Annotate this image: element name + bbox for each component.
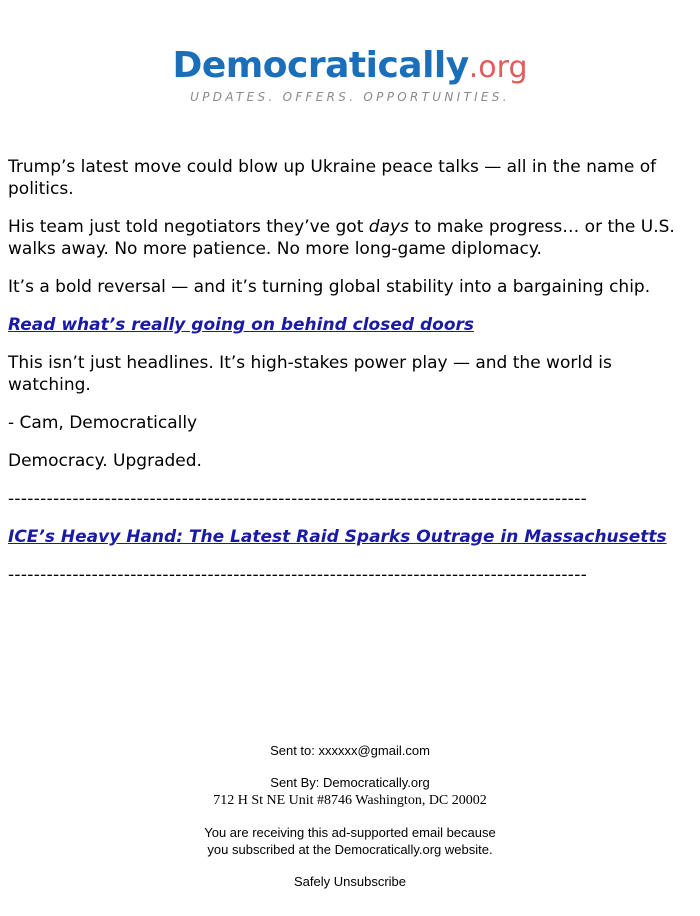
paragraph-link (8, 314, 692, 336)
divider-top: ------------------------------------------------------------------------------------------ (8, 489, 588, 509)
divider-bottom: ------------------------------------------------------------------------------------------ (8, 565, 588, 585)
sender-block (0, 774, 700, 809)
sent-to: Sent to: xxxxxx@gmail.com (270, 743, 430, 758)
mailing-address: 712 H St NE Unit #8746 Washington, DC 20002 (213, 793, 487, 808)
slogan: Democracy. Upgraded. (8, 451, 202, 471)
signature: - Cam, Democratically (8, 413, 198, 433)
brand-logo[interactable] (172, 45, 528, 86)
ice-article-link[interactable]: ICE’s Heavy Hand: The Latest Raid Sparks Outrage in Massachusetts (8, 527, 667, 547)
subscription-notice (0, 824, 700, 858)
email-header (0, 0, 700, 112)
paragraph-reversal: It’s a bold reversal — and it’s turning global stability into a bargaining chip. (8, 277, 651, 297)
brand-tagline: UPDATES. OFFERS. OPPORTUNITIES. (190, 90, 510, 104)
paragraph-intro: Trump’s latest move could blow up Ukraine peace talks — all in the name of politics. (8, 157, 657, 199)
paragraph-headlines: This isn’t just headlines. It’s high-stakes power play — and the world is watching. (8, 353, 612, 395)
logo-tld: .org (468, 50, 528, 85)
notice-line-2: you subscribed at the Democratically.org website. (207, 842, 493, 857)
logo-wordmark: Democratically (172, 45, 469, 86)
paragraph-text: His team just told negotiators they’ve got (8, 217, 369, 237)
read-more-link[interactable]: Read what’s really going on behind closed doors (8, 315, 475, 335)
email-footer (0, 742, 700, 905)
paragraph-negotiators (8, 216, 692, 260)
emphasis-days: days (368, 217, 409, 237)
unsubscribe-block (0, 873, 700, 890)
sent-by: Sent By: Democratically.org (270, 775, 430, 790)
unsubscribe-link[interactable]: Safely Unsubscribe (294, 874, 406, 889)
paragraph-secondary-link (8, 526, 692, 548)
paragraph-text: to make progress… or the U.S. walks away. No more patience. No more long-game diplomacy. (8, 217, 675, 259)
email-body (0, 156, 700, 586)
notice-line-1: You are receiving this ad-supported email because (204, 825, 496, 840)
